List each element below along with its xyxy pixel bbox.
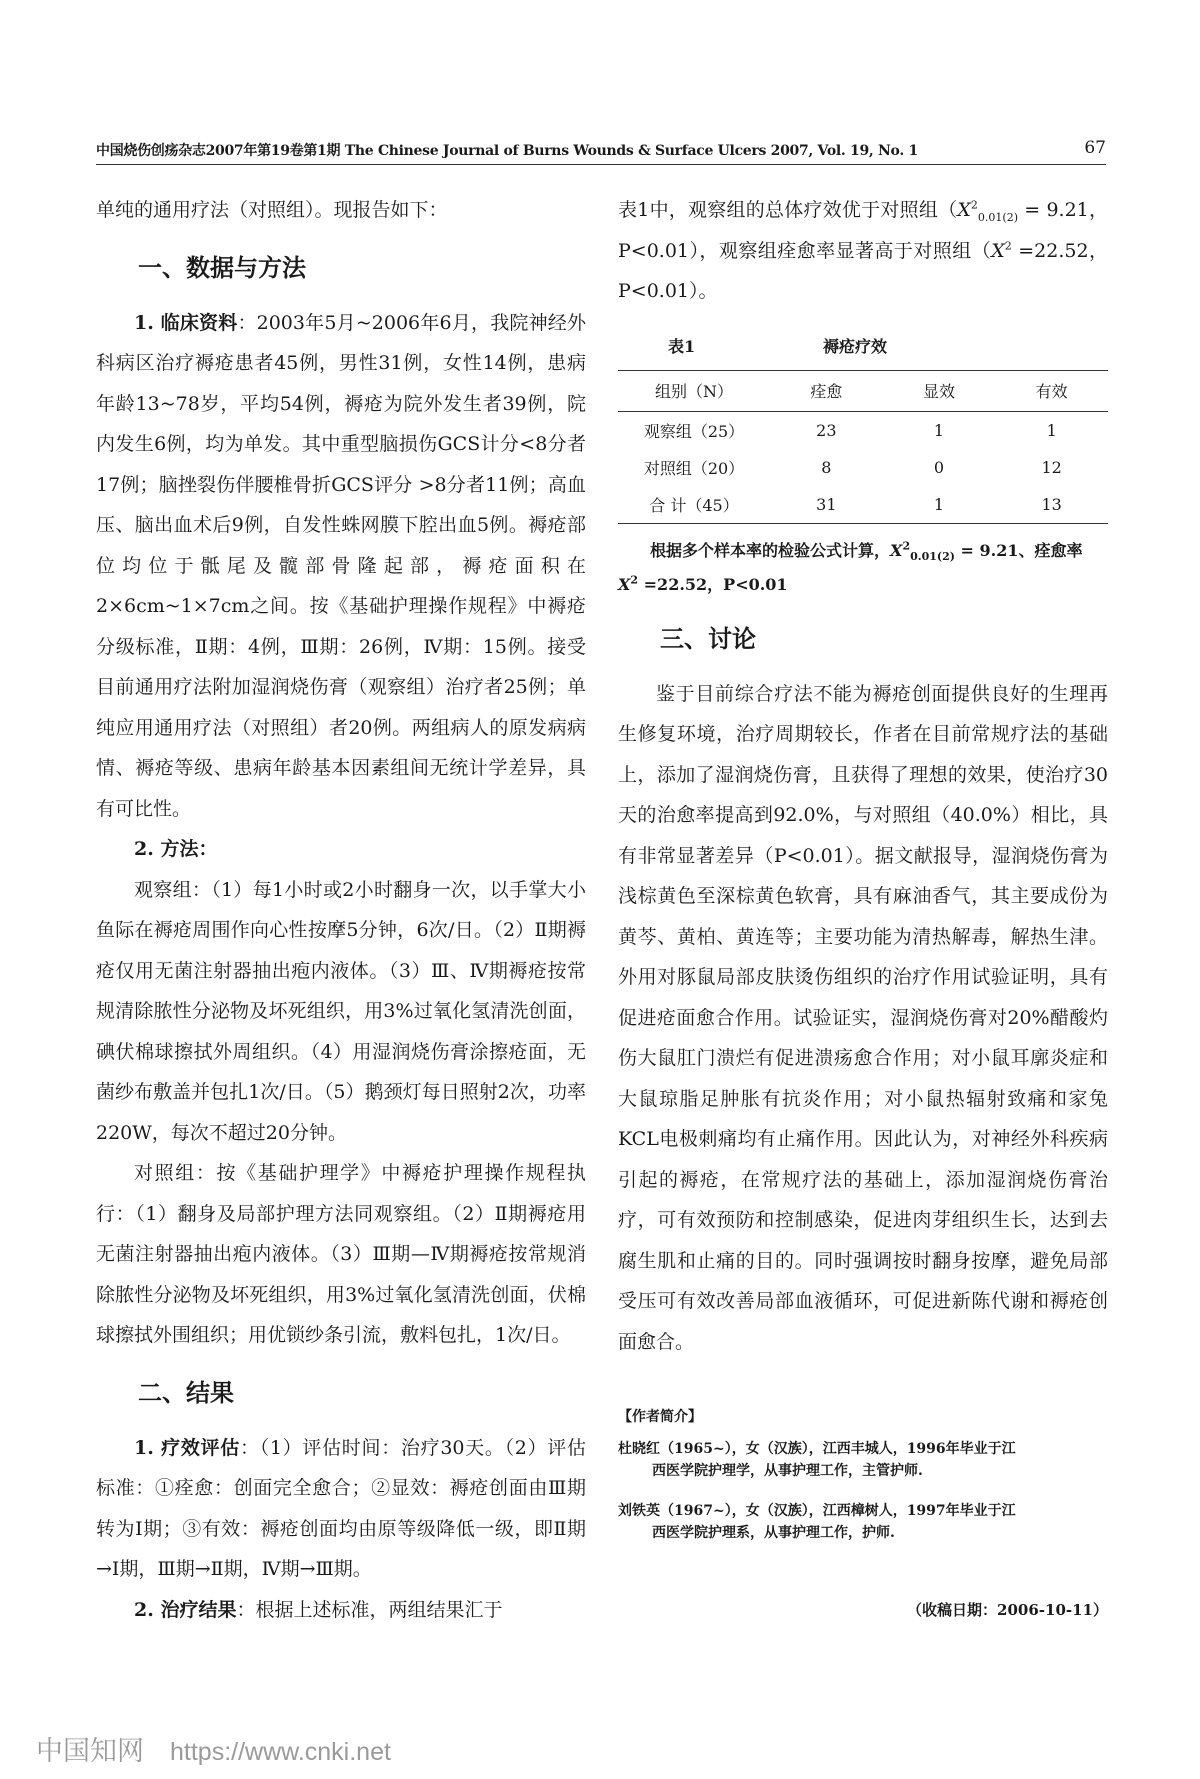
clinical-data-text: ：2003年5月~2006年6月，我院神经外科病区治疗褥疮患者45例，男性31例，女性14例，患病年龄13~78岁，平均54例，褥疮为院外发生者39例，院内发生6例，均为单发。其中重型脑损伤GCS计分<8分者17例；脑挫裂伤伴腰椎骨折GCS评分 >8分者11例；高血压、脑出血术后9例，自发性蛛网膜下腔出血5例。褥疮部位均位于骶尾及髋部骨隆起部，褥疮面积在2×6cm~1×7cm之间。按《基础护理操作规程》中褥疮分级标准，Ⅱ期：4例，Ⅲ期：26例，Ⅳ期：15例。接受目前通用疗法附加湿润烧伤膏（观察组）治疗者25例；单纯应用通用疗法（对照组）者20例。两组病人的原发病病情、褥疮等级、患病年龄基本因素组间无统计学差异，具有可比性。 [96, 311, 586, 820]
cnki-watermark [36, 1729, 391, 1768]
table-header-cell: 痊愈 [770, 370, 883, 411]
table-header-cell: 有效 [995, 370, 1108, 411]
table-cell: 13 [995, 486, 1108, 524]
table-cell: 合 计（45） [618, 486, 770, 524]
results-text-a: 表1中，观察组的总体疗效优于对照组（ [618, 199, 958, 221]
note-chi-symbol-2: X [618, 574, 631, 594]
clinical-data-label: 1. 临床资料 [134, 311, 238, 334]
header-rule [96, 164, 1106, 165]
table-cell: 8 [821, 457, 832, 477]
author-bio-title: 【作者简介】 [618, 1409, 702, 1425]
chi-square-sup-2: 2 [1004, 239, 1012, 253]
author-entry [618, 1438, 1108, 1482]
author-line: 刘铁英（1967~），女（汉族），江西樟树人，1997年毕业于江 [618, 1503, 1016, 1519]
table-header-cell: 显效 [883, 370, 996, 411]
note-chi-sup: 2 [902, 539, 911, 553]
observation-group-paragraph: 观察组：（1）每1小时或2小时翻身一次，以手掌大小鱼际在褥疮周围作向心性按摩5分钟，6次/日。（2）Ⅱ期褥疮仅用无菌注射器抽出疱内液体。（3）Ⅲ、Ⅳ期褥疮按常规清除脓性分泌物及坏死组织，用3%过氧化氢清洗创面，碘伏棉球擦拭外周组织。（4）用湿润烧伤膏涂擦疮面，无菌纱布敷盖并包扎1次/日。（5）鹅颈灯每日照射2次，功率220W，每次不超过20分钟。 [96, 878, 586, 1144]
note-text-c: =22.52，P<0.01 [638, 574, 788, 594]
efficacy-text: ：（1）评估时间：治疗30天。（2）评估标准：①痊愈：创面完全愈合；②显效：褥疮创面由Ⅲ期转为Ⅰ期；③有效：褥疮创面均由原等级降低一级，即Ⅱ期→Ⅰ期，Ⅲ期→Ⅱ期，Ⅳ期→Ⅲ期。 [96, 1436, 587, 1580]
results-continuation [618, 190, 1108, 312]
table-note [618, 534, 1108, 602]
author-bio [618, 1406, 1108, 1562]
running-header [96, 140, 1106, 162]
table-cell: 12 [1041, 457, 1062, 477]
watermark-url: https://www.cnki.net [170, 1738, 391, 1766]
table-cell: 0 [933, 457, 945, 477]
table-caption [618, 334, 1108, 360]
journal-running-title: 中国烧伤创疡杂志2007年第19卷第1期 The Chinese Journal of Burns Wounds & Surface Ulcers 2007, Vol. 19, No. 1 [96, 143, 918, 159]
page-number: 67 [1084, 138, 1106, 158]
section-heading-results: 二、结果 [138, 1377, 234, 1407]
results-text-c: =22.52，P<0.01）。 [618, 239, 1108, 302]
table-header-row [618, 370, 1108, 411]
left-column [96, 190, 586, 1630]
table-cell: 对照组（20） [643, 458, 745, 478]
efficacy-table [618, 370, 1108, 524]
section-heading-discussion: 三、讨论 [660, 623, 756, 653]
table-cell: 31 [770, 486, 883, 524]
author-line-continued: 西医学院护理学，从事护理工作，主管护师. [652, 1463, 923, 1479]
note-chi-sub: 0.01(2) [910, 549, 955, 563]
chi-square-symbol: X [957, 199, 971, 221]
treatment-result-label: 2. 治疗结果 [134, 1598, 237, 1621]
right-column [618, 190, 1108, 1362]
table-title: 褥疮疗效 [823, 336, 888, 356]
clinical-data-paragraph [96, 303, 586, 830]
table-header-cell: 组别（N） [618, 370, 770, 411]
results-text-b: = 9.21，P<0.01），观察组痊愈率显著高于对照组（ [618, 199, 1109, 262]
table-cell: 1 [883, 486, 996, 524]
table-number: 表1 [668, 336, 696, 356]
methods-label: 2. 方法： [134, 838, 218, 860]
table-row [618, 449, 1108, 486]
table-row [618, 486, 1108, 524]
chi-square-sub: 0.01(2) [977, 210, 1018, 224]
table-cell: 1 [1046, 420, 1057, 440]
efficacy-label: 1. 疗效评估 [134, 1436, 240, 1459]
chi-square-sup: 2 [970, 198, 978, 212]
author-line-continued: 西医学院护理系，从事护理工作，护师. [652, 1525, 895, 1541]
received-date: （收稿日期：2006-10-11） [907, 1601, 1108, 1619]
table-cell: 观察组（25） [643, 421, 745, 441]
note-text-a: 根据多个样本率的检验公式计算， [650, 540, 891, 560]
author-entry [618, 1500, 1108, 1544]
author-line: 杜晓红（1965~），女（汉族），江西丰城人，1996年毕业于江 [618, 1441, 1016, 1457]
watermark-brand: 中国知网 [36, 1736, 144, 1766]
note-chi-symbol: X [890, 540, 903, 560]
table-cell: 1 [933, 420, 945, 440]
discussion-paragraph: 鉴于目前综合疗法不能为褥疮创面提供良好的生理再生修复环境，治疗周期较长，作者在目前常规疗法的基础上，添加了湿润烧伤膏，且获得了理想的效果，使治疗30天的治愈率提高到92.0%，与对照组（40.0%）相比，具有非常显著差异（P<0.01）。据文献报导，湿润烧伤膏为浅棕黄色至深棕黄色软膏，具有麻油香气，其主要成份为黄芩、黄柏、黄连等；主要功能为清热解毒，解热生津。外用对豚鼠局部皮肤烫伤组织的治疗作用试验证明，具有促进疮面愈合作用。试验证实，湿润烧伤膏对20%醋酸灼伤大鼠肛门溃烂有促进溃疡愈合作用；对小鼠耳廓炎症和大鼠琼脂足肿胀有抗炎作用；对小鼠热辐射致痛和家兔KCL电极刺痛均有止痛作用。因此认为，对神经外科疾病引起的褥疮，在常规疗法的基础上，添加湿润烧伤膏治疗，可有效预防和控制感染，促进肉芽组织生长，达到去腐生肌和止痛的目的。同时强调按时翻身按摩，避免局部受压可有效改善局部血液循环，可促进新陈代谢和褥疮创面愈合。 [618, 682, 1108, 1353]
treatment-result-text: ：根据上述标准，两组结果汇于 [236, 1598, 503, 1621]
section-heading-methods: 一、数据与方法 [138, 252, 306, 282]
intro-line: 单纯的通用疗法（对照组）。现报告如下： [96, 199, 448, 221]
control-group-paragraph: 对照组：按《基础护理学》中褥疮护理操作规程执行：（1）翻身及局部护理方法同观察组。（2）Ⅱ期褥疮用无菌注射器抽出疱内液体。（3）Ⅲ期—Ⅳ期褥疮按常规消除脓性分泌物及坏死组织，用3%过氧化氢清洗创面，伏棉球擦拭外围组织；用优锁纱条引流，敷料包扎，1次/日。 [96, 1162, 586, 1346]
treatment-result-paragraph [96, 1590, 586, 1631]
table-cell: 23 [816, 420, 837, 440]
table-row [618, 411, 1108, 449]
chi-square-symbol-2: X [991, 239, 1005, 262]
note-chi-sup-2: 2 [630, 573, 639, 587]
efficacy-paragraph [96, 1428, 586, 1590]
note-text-b: = 9.21、痊愈率 [954, 540, 1083, 560]
